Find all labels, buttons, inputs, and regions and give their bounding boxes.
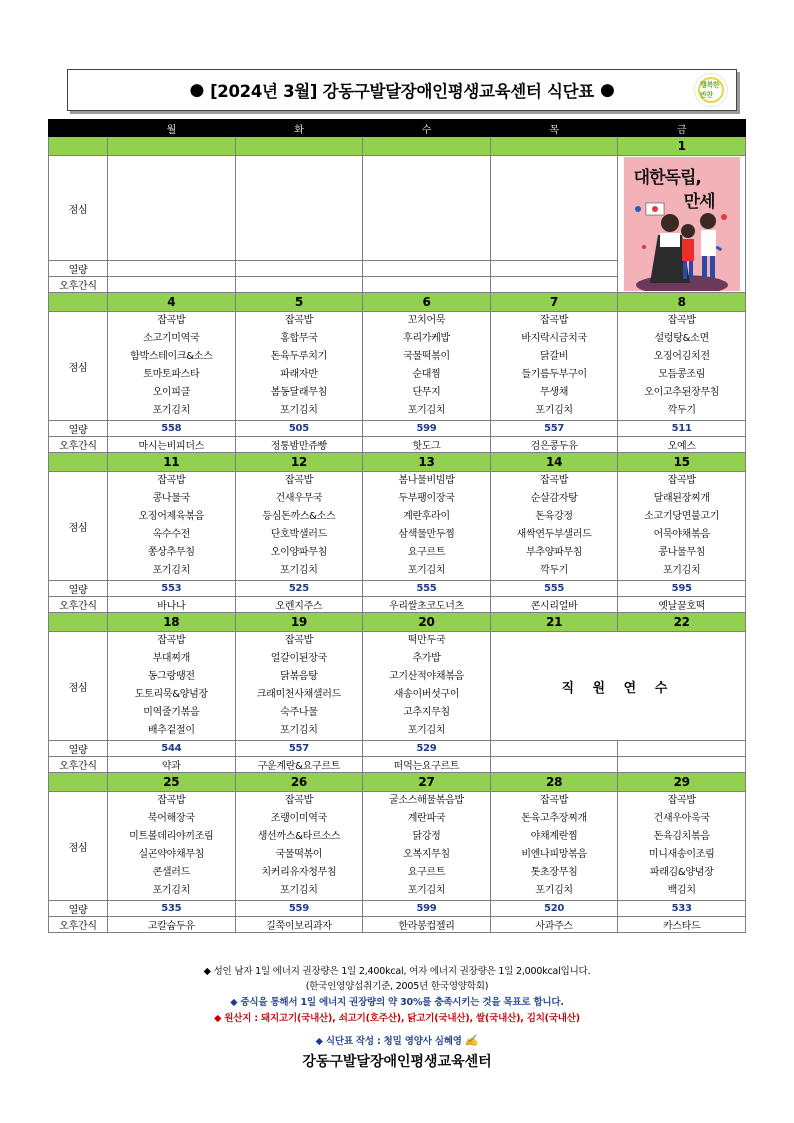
kcal-value: 533 xyxy=(618,901,746,917)
snack-item: 오렌지주스 xyxy=(235,597,363,613)
poster-title-line1: 대한독립, xyxy=(633,168,701,188)
menu-item: 순살감자탕 xyxy=(530,493,578,504)
menu-item: 포기김치 xyxy=(407,405,446,416)
menu-item: 새싹연두부샐러드 xyxy=(516,529,592,540)
menu-item: 톳초장무침 xyxy=(530,867,578,878)
note-author-line xyxy=(0,1033,794,1047)
note-author: ◆ 식단표 작성 : 청밀 영양사 심혜영 xyxy=(315,1036,462,1047)
snack-item: 길쭉이보리과자 xyxy=(235,917,363,933)
kcal-row xyxy=(49,581,746,597)
meal-cell-empty xyxy=(108,156,236,261)
menu-item: 미트볼데리야끼조림 xyxy=(129,831,214,842)
menu-item: 봄동달래무침 xyxy=(270,387,327,398)
date-cell: 12 xyxy=(235,453,363,472)
date-cell: 5 xyxy=(235,293,363,312)
meal-cell-empty xyxy=(490,156,618,261)
lunch-label: 점심 xyxy=(49,156,108,261)
menu-item: 돈육강정 xyxy=(535,511,573,522)
kcal-cell xyxy=(235,261,363,277)
title-box xyxy=(67,69,737,111)
meal-cell xyxy=(363,792,491,901)
menu-item: 야채계란찜 xyxy=(530,831,578,842)
menu-item: 단무지 xyxy=(412,387,441,398)
kcal-value: 553 xyxy=(108,581,236,597)
kcal-value: 520 xyxy=(490,901,618,917)
date-row-label xyxy=(49,613,108,632)
meal-cell xyxy=(363,632,491,741)
date-cell: 6 xyxy=(363,293,491,312)
menu-item: 포기김치 xyxy=(280,565,318,576)
menu-item: 부대찌개 xyxy=(152,653,191,664)
kcal-value xyxy=(618,741,746,757)
snack-item: 우리쌀초코도너츠 xyxy=(363,597,491,613)
menu-item: 바지락시금치국 xyxy=(521,333,587,344)
snack-cell xyxy=(235,277,363,293)
menu-item: 숙주나물 xyxy=(280,707,318,718)
meal-cell xyxy=(490,472,618,581)
menu-item: 고추지무침 xyxy=(403,707,450,718)
menu-item: 미니새송이조림 xyxy=(648,849,715,860)
menu-item: 토마토파스타 xyxy=(143,369,200,380)
note-goal: ◆ 중식을 통해서 1일 에너지 권장량의 약 30%를 충족시키는 것을 목표로 합니다. xyxy=(230,997,564,1008)
kcal-value: 599 xyxy=(363,421,491,437)
date-cell: 1 xyxy=(618,137,746,156)
menu-item: 등심돈까스&소스 xyxy=(262,511,336,522)
menu-item: 파래자반 xyxy=(280,369,318,380)
snack-item: 정통밤만쥬빵 xyxy=(235,437,363,453)
kcal-value: 529 xyxy=(363,741,491,757)
menu-item: 포기김치 xyxy=(407,565,446,576)
kcal-row xyxy=(49,901,746,917)
menu-item: 포기김치 xyxy=(152,885,191,896)
menu-item: 삼색물만두찜 xyxy=(398,529,455,540)
menu-item: 무생채 xyxy=(540,387,569,398)
menu-item: 요구르트 xyxy=(407,547,446,558)
menu-item: 잡곡밥 xyxy=(667,315,696,326)
holiday-poster-cell xyxy=(618,156,746,293)
center-logo xyxy=(694,73,728,107)
kcal-label: 열량 xyxy=(49,421,108,437)
meal-cell xyxy=(490,792,618,901)
kcal-cell xyxy=(490,261,618,277)
menu-item: 콘샐러드 xyxy=(152,867,191,878)
meal-cell xyxy=(108,472,236,581)
kcal-label: 열량 xyxy=(49,581,108,597)
snack-item: 핫도그 xyxy=(363,437,491,453)
weekday-header-row xyxy=(49,120,746,137)
day-wed: 수 xyxy=(363,120,491,137)
date-cell: 14 xyxy=(490,453,618,472)
menu-item: 닭강정 xyxy=(412,831,441,842)
note-energy: ◆ 성인 남자 1일 에너지 권장량은 1일 2,400kcal, 여자 에너지 권장량은 1일 2,000kcal입니다. xyxy=(203,966,591,977)
snack-item: 옛날꿀호떡 xyxy=(618,597,746,613)
snack-row xyxy=(49,437,746,453)
menu-item: 설렁탕&소면 xyxy=(654,333,709,344)
menu-item: 쫑상추무침 xyxy=(147,547,195,558)
staff-training-text: 직 원 연 수 xyxy=(561,680,675,696)
date-cell: 4 xyxy=(108,293,236,312)
lunch-label: 점심 xyxy=(49,472,108,581)
author-signature: ✍ xyxy=(464,1034,479,1047)
date-row xyxy=(49,453,746,472)
day-mon: 월 xyxy=(108,120,236,137)
kcal-cell xyxy=(108,261,236,277)
menu-item: 부추양파무침 xyxy=(525,547,583,558)
note-source: (한국인영양섭취기준, 2005년 한국영양학회) xyxy=(305,981,489,992)
date-cell: 29 xyxy=(618,773,746,792)
lunch-label: 점심 xyxy=(49,632,108,741)
menu-item: 모듬콩조림 xyxy=(658,369,706,380)
kcal-value: 511 xyxy=(618,421,746,437)
menu-item: 추가밥 xyxy=(412,653,441,664)
meal-cell xyxy=(235,472,363,581)
kcal-row xyxy=(49,421,746,437)
menu-item: 파래김&양념장 xyxy=(649,867,714,878)
menu-item: 포기김치 xyxy=(535,405,573,416)
kcal-value: 557 xyxy=(490,421,618,437)
title-bullet-right: ● xyxy=(599,80,615,100)
independence-day-poster xyxy=(624,157,740,291)
snack-label: 오후간식 xyxy=(49,277,108,293)
meal-cell xyxy=(490,312,618,421)
menu-item: 미역줄기볶음 xyxy=(143,707,200,718)
menu-item: 잡곡밥 xyxy=(284,315,313,326)
menu-item: 잡곡밥 xyxy=(540,315,569,326)
date-cell: 15 xyxy=(618,453,746,472)
menu-item: 국물떡볶이 xyxy=(275,849,323,860)
snack-row xyxy=(49,597,746,613)
meal-table xyxy=(48,119,746,933)
snack-item: 한라봉컵젤리 xyxy=(363,917,491,933)
menu-item: 잡곡밥 xyxy=(667,475,696,486)
menu-item: 새송이버섯구이 xyxy=(393,689,460,700)
menu-item: 잡곡밥 xyxy=(157,795,186,806)
footer-center-name: 강동구발달장애인평생교육센터 xyxy=(302,1054,492,1070)
menu-item: 포기김치 xyxy=(152,405,191,416)
menu-item: 잡곡밥 xyxy=(157,635,186,646)
date-cell: 27 xyxy=(363,773,491,792)
menu-item: 계란파국 xyxy=(407,813,446,824)
menu-item: 포기김치 xyxy=(152,565,191,576)
snack-label: 오후간식 xyxy=(49,757,108,773)
menu-item: 깍두기 xyxy=(540,565,569,576)
menu-item: 어묵야채볶음 xyxy=(653,529,710,540)
snack-item xyxy=(490,757,618,773)
menu-item: 포기김치 xyxy=(662,565,701,576)
kcal-label: 열량 xyxy=(49,741,108,757)
menu-item: 요구르트 xyxy=(407,867,446,878)
snack-label: 오후간식 xyxy=(49,597,108,613)
snack-row xyxy=(49,757,746,773)
menu-item: 닭갈비 xyxy=(540,351,569,362)
menu-item: 도토리묵&양념장 xyxy=(134,689,208,700)
date-cell: 18 xyxy=(108,613,236,632)
date-row xyxy=(49,613,746,632)
lunch-label: 점심 xyxy=(49,312,108,421)
meal-cell-empty xyxy=(235,156,363,261)
date-cell xyxy=(363,137,491,156)
date-cell: 20 xyxy=(363,613,491,632)
lunch-row xyxy=(49,792,746,901)
menu-item: 포기김치 xyxy=(280,725,318,736)
kcal-value: 505 xyxy=(235,421,363,437)
snack-item: 바나나 xyxy=(108,597,236,613)
menu-item: 얼갈이된장국 xyxy=(270,653,327,664)
kcal-value: 555 xyxy=(490,581,618,597)
menu-item: 잡곡밥 xyxy=(284,475,313,486)
logo-text: 행복한 반찬 xyxy=(700,81,720,99)
date-cell xyxy=(490,137,618,156)
meal-cell xyxy=(235,792,363,901)
menu-item: 오이양파무침 xyxy=(270,547,327,558)
lunch-row xyxy=(49,472,746,581)
snack-item xyxy=(618,757,746,773)
menu-item: 포기김치 xyxy=(407,725,446,736)
staff-training-cell xyxy=(490,632,745,741)
menu-item: 고기산적야채볶음 xyxy=(389,671,464,682)
kcal-value: 555 xyxy=(363,581,491,597)
date-cell: 22 xyxy=(618,613,746,632)
menu-item: 콩나물국 xyxy=(152,493,191,504)
date-row-label xyxy=(49,773,108,792)
date-row-label xyxy=(49,453,108,472)
menu-item: 닭볶음탕 xyxy=(280,671,318,682)
meal-cell xyxy=(108,312,236,421)
meal-cell-empty xyxy=(363,156,491,261)
snack-item: 고칼슘두유 xyxy=(108,917,236,933)
menu-item: 오이피클 xyxy=(152,387,191,398)
date-row-label xyxy=(49,293,108,312)
menu-item: 생선까스&타르소스 xyxy=(257,831,341,842)
date-row-label xyxy=(49,137,108,156)
menu-item: 소고기당면불고기 xyxy=(644,511,720,522)
date-cell: 28 xyxy=(490,773,618,792)
meal-cell xyxy=(108,632,236,741)
meal-cell xyxy=(108,792,236,901)
menu-item: 꼬치어묵 xyxy=(407,315,446,326)
kcal-row xyxy=(49,741,746,757)
menu-item: 소고기미역국 xyxy=(143,333,200,344)
menu-item: 오복지무침 xyxy=(403,849,450,860)
snack-item: 콘시리얼바 xyxy=(490,597,618,613)
date-row xyxy=(49,137,746,156)
kcal-value: 559 xyxy=(235,901,363,917)
snack-item: 카스타드 xyxy=(618,917,746,933)
header-corner xyxy=(49,120,108,137)
snack-item: 약과 xyxy=(108,757,236,773)
snack-item: 오예스 xyxy=(618,437,746,453)
kcal-value: 557 xyxy=(235,741,363,757)
meal-cell xyxy=(363,312,491,421)
page-title: [2024년 3월] 강동구발달장애인평생교육센터 식단표 xyxy=(210,82,594,101)
date-cell: 7 xyxy=(490,293,618,312)
menu-item: 포기김치 xyxy=(280,405,318,416)
menu-item: 건새우무국 xyxy=(275,493,323,504)
meal-cell xyxy=(618,312,746,421)
title-bullet-left: ● xyxy=(189,80,205,100)
snack-cell xyxy=(363,277,491,293)
menu-item: 잡곡밥 xyxy=(540,475,569,486)
menu-item: 두부팽이장국 xyxy=(398,493,455,504)
day-fri: 금 xyxy=(618,120,746,137)
menu-item: 잡곡밥 xyxy=(284,635,313,646)
menu-item: 함박스테이크&소스 xyxy=(130,351,213,362)
menu-item: 잡곡밥 xyxy=(540,795,569,806)
date-row xyxy=(49,293,746,312)
menu-item: 포기김치 xyxy=(407,885,446,896)
snack-item: 마시는비피더스 xyxy=(108,437,236,453)
snack-cell xyxy=(108,277,236,293)
menu-item: 돈육고추장찌개 xyxy=(521,813,587,824)
snack-item: 사과주스 xyxy=(490,917,618,933)
menu-item: 오징어김치전 xyxy=(653,351,710,362)
menu-item: 조랭이미역국 xyxy=(270,813,327,824)
date-cell xyxy=(108,137,236,156)
menu-item: 콩나물무침 xyxy=(658,547,706,558)
menu-item: 크래미천사채샐러드 xyxy=(256,689,342,700)
kcal-value: 544 xyxy=(108,741,236,757)
kcal-value: 535 xyxy=(108,901,236,917)
lunch-row xyxy=(49,632,746,741)
date-cell: 26 xyxy=(235,773,363,792)
meal-cell xyxy=(235,312,363,421)
kcal-value xyxy=(490,741,618,757)
menu-item: 들기름두부구이 xyxy=(521,369,587,380)
date-cell: 21 xyxy=(490,613,618,632)
menu-item: 잡곡밥 xyxy=(157,315,186,326)
menu-item: 잡곡밥 xyxy=(157,475,186,486)
kcal-value: 525 xyxy=(235,581,363,597)
kcal-value: 558 xyxy=(108,421,236,437)
menu-item: 북어해장국 xyxy=(147,813,195,824)
poster-title-line2: 만세 xyxy=(683,192,715,212)
menu-item: 동그랑땡전 xyxy=(147,671,195,682)
meal-cell xyxy=(235,632,363,741)
menu-item: 홍합무국 xyxy=(280,333,318,344)
menu-item: 배추겉절이 xyxy=(147,725,195,736)
date-cell: 13 xyxy=(363,453,491,472)
menu-item: 옥수수전 xyxy=(152,529,191,540)
menu-item: 후리가케밥 xyxy=(403,333,450,344)
menu-item: 백김치 xyxy=(667,885,696,896)
meal-cell xyxy=(618,792,746,901)
kcal-label: 열량 xyxy=(49,261,108,277)
meal-cell xyxy=(363,472,491,581)
date-cell: 8 xyxy=(618,293,746,312)
date-cell: 11 xyxy=(108,453,236,472)
meal-cell xyxy=(618,472,746,581)
menu-item: 순대찜 xyxy=(412,369,441,380)
menu-item: 돈육김치볶음 xyxy=(653,831,710,842)
kcal-value: 599 xyxy=(363,901,491,917)
menu-item: 실곤약야채무침 xyxy=(138,849,205,860)
lunch-row xyxy=(49,156,746,261)
menu-item: 달래된장찌개 xyxy=(653,493,710,504)
kcal-cell xyxy=(363,261,491,277)
menu-item: 떡만두국 xyxy=(407,635,446,646)
snack-label: 오후간식 xyxy=(49,917,108,933)
lunch-row xyxy=(49,312,746,421)
menu-item: 치커리유자청무침 xyxy=(261,867,337,878)
snack-item: 검은콩두유 xyxy=(490,437,618,453)
snack-cell xyxy=(490,277,618,293)
date-cell: 19 xyxy=(235,613,363,632)
menu-item: 오징어제육볶음 xyxy=(138,511,205,522)
menu-item: 단호박샐러드 xyxy=(270,529,327,540)
menu-item: 오이고추된장무침 xyxy=(644,387,720,398)
lunch-label: 점심 xyxy=(49,792,108,901)
date-cell xyxy=(235,137,363,156)
day-tue: 화 xyxy=(235,120,363,137)
kcal-label: 열량 xyxy=(49,901,108,917)
snack-item: 구운계란&요구르트 xyxy=(235,757,363,773)
menu-item: 계란후라이 xyxy=(403,511,450,522)
menu-item: 깍두기 xyxy=(667,405,696,416)
menu-item: 포기김치 xyxy=(535,885,573,896)
date-row xyxy=(49,773,746,792)
snack-item: 떠먹는요구르트 xyxy=(363,757,491,773)
day-thu: 목 xyxy=(490,120,618,137)
menu-item: 굴소스해물볶음밥 xyxy=(389,795,464,806)
snack-label: 오후간식 xyxy=(49,437,108,453)
kcal-value: 595 xyxy=(618,581,746,597)
menu-item: 잡곡밥 xyxy=(284,795,313,806)
menu-item: 국물떡볶이 xyxy=(403,351,450,362)
menu-item: 건새우아욱국 xyxy=(653,813,710,824)
menu-item: 돈육두루치기 xyxy=(270,351,327,362)
menu-item: 잡곡밥 xyxy=(667,795,696,806)
menu-item: 봄나물비빔밥 xyxy=(398,475,455,486)
snack-row xyxy=(49,917,746,933)
menu-item: 비엔나피망볶음 xyxy=(521,849,587,860)
menu-item: 포기김치 xyxy=(280,885,318,896)
date-cell: 25 xyxy=(108,773,236,792)
note-origin: ◆ 원산지 : 돼지고기(국내산), 쇠고기(호주산), 닭고기(국내산), 쌀(국내산), 김치(국내산) xyxy=(214,1013,580,1024)
